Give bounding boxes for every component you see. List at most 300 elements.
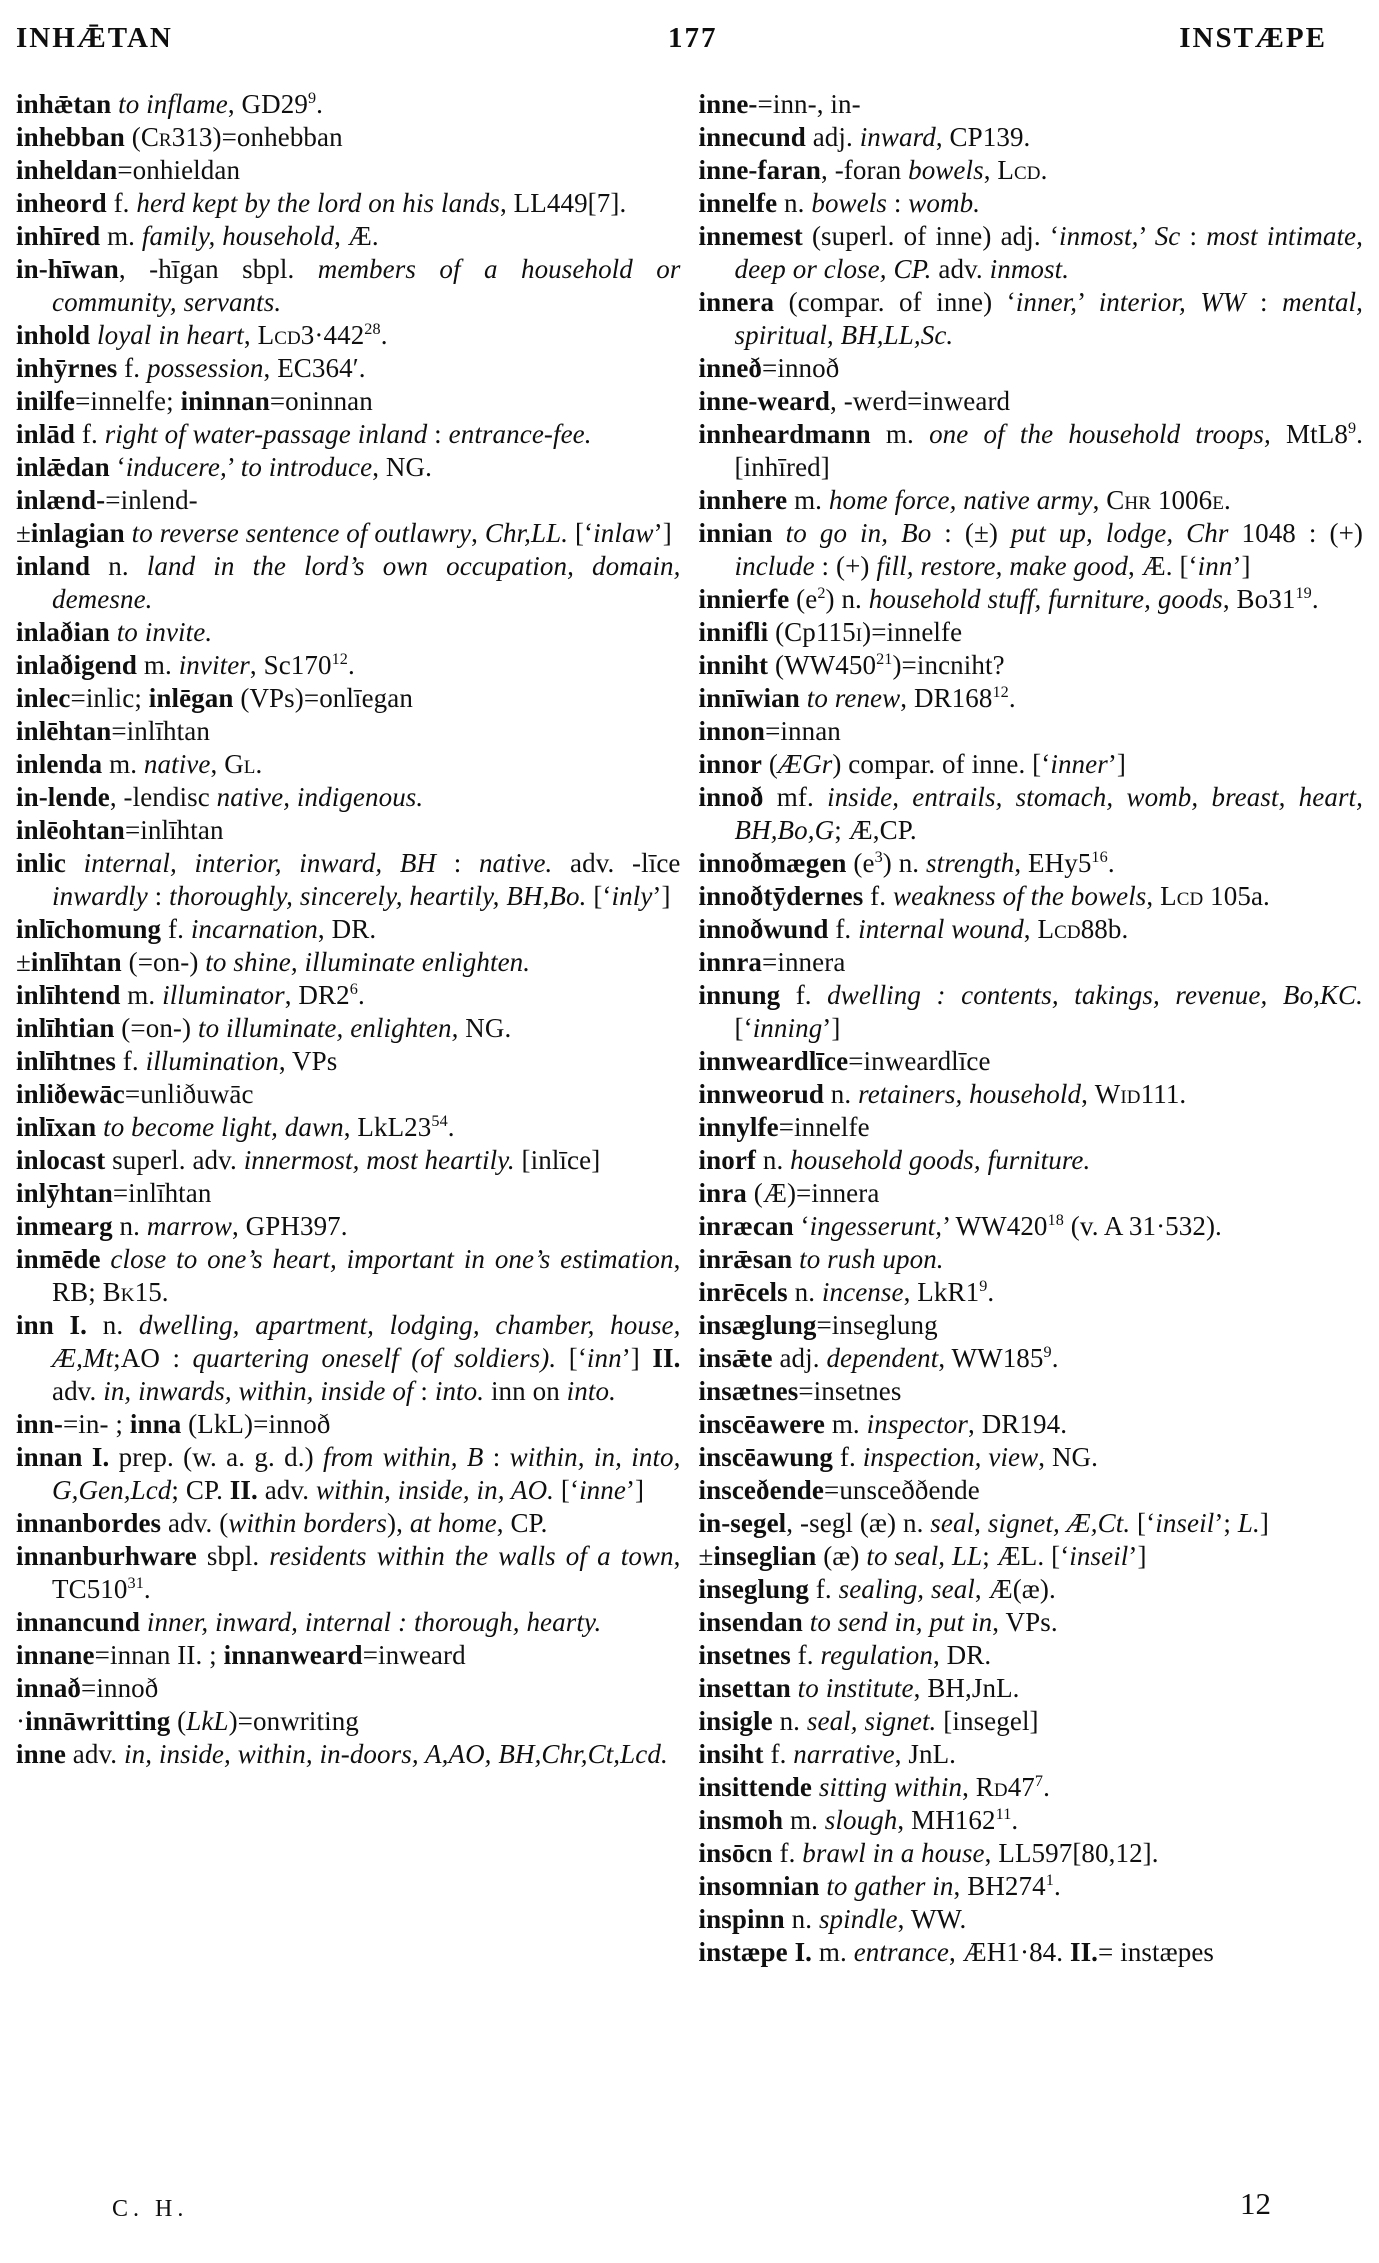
entry-text: =innera <box>762 947 846 977</box>
headword: inliðewāc <box>16 1079 125 1109</box>
headword: inlīhtian <box>16 1013 115 1043</box>
dictionary-entry <box>699 1639 1364 1672</box>
dictionary-entry <box>699 88 1364 121</box>
dictionary-entry <box>699 1045 1364 1078</box>
headword: inlīhtend <box>16 980 121 1010</box>
dictionary-entry <box>699 187 1364 220</box>
entry-text: (compar. of inne) ‘ <box>774 287 1016 317</box>
entry-text: Bk <box>102 1277 135 1307</box>
dictionary-entry <box>16 682 681 715</box>
entry-text: narrative <box>793 1739 895 1769</box>
entry-text: ’ <box>226 452 241 482</box>
entry-text: (Cp115 <box>768 617 856 647</box>
entry-text: 47 <box>1007 1772 1035 1802</box>
entry-text: inlaw <box>593 518 654 548</box>
headword: inne- <box>698 89 758 119</box>
headword: insetnes <box>698 1640 791 1670</box>
entry-text: (=on-) <box>121 947 206 977</box>
dictionary-entry <box>16 1540 681 1606</box>
entry-text: marrow <box>146 1211 232 1241</box>
headword: innemest <box>698 221 803 251</box>
entry-text <box>101 1244 111 1274</box>
headword: inheldan <box>16 155 118 185</box>
dictionary-entry <box>699 715 1364 748</box>
dictionary-entry <box>699 1441 1364 1474</box>
entry-text: , -segl (æ) n. <box>786 1508 931 1538</box>
entry-text: n. <box>787 1277 822 1307</box>
entry-text: . <box>1008 683 1016 713</box>
entry-text: ;AO : <box>113 1343 193 1373</box>
entry-text: ’] <box>621 1343 653 1373</box>
entry-text: land in the lord’s own occupation, domain, demesne. <box>52 551 681 614</box>
dictionary-entry <box>16 979 681 1012</box>
headword: in-lende <box>16 782 110 812</box>
dictionary-entry <box>16 385 681 418</box>
dictionary-entry <box>16 154 681 187</box>
headword: inlīhtnes <box>16 1046 116 1076</box>
entry-text: : (+) <box>814 551 877 581</box>
entry-text: 21 <box>876 650 893 668</box>
headword: II. <box>652 1343 681 1373</box>
entry-text: ) n. <box>882 848 927 878</box>
headword: inhȳrnes <box>16 353 118 383</box>
entry-text: ‘ <box>793 1211 810 1241</box>
entry-text: ) compar. of inne. [‘ <box>832 749 1051 779</box>
entry-text: in, inwards, within, inside of <box>103 1376 414 1406</box>
headword: insettan <box>698 1673 791 1703</box>
entry-text: household stuff, furniture, goods <box>868 584 1223 614</box>
entry-text: into. <box>434 1376 485 1406</box>
entry-text: , <box>1146 881 1161 911</box>
entry-text: )=innelfe <box>862 617 963 647</box>
dictionary-entry <box>699 220 1364 286</box>
headword: innheardmann <box>698 419 871 449</box>
headword: innanburhware <box>16 1541 197 1571</box>
entry-text: , DR. <box>317 914 377 944</box>
headword: innifli <box>698 617 769 647</box>
entry-text: =inseglung <box>816 1310 938 1340</box>
headword: inrǣsan <box>698 1244 793 1274</box>
entry-text: 15. <box>134 1277 169 1307</box>
dictionary-entry <box>699 1375 1364 1408</box>
entry-text: 9 <box>979 1277 988 1295</box>
entry-text: =innoð <box>762 353 840 383</box>
entry-text: WW <box>1200 287 1246 317</box>
entry-text: Sc <box>1154 221 1181 251</box>
headword: inne-faran <box>698 155 821 185</box>
dictionary-entry <box>16 1408 681 1441</box>
entry-text: , <box>962 1772 976 1802</box>
dictionary-entry <box>699 682 1364 715</box>
entry-text: ’] <box>652 881 671 911</box>
dictionary-entry <box>16 319 681 352</box>
entry-text: ± <box>698 1541 714 1571</box>
headword: insǣte <box>698 1343 773 1373</box>
entry-text: =in- ; <box>62 1409 130 1439</box>
dictionary-entry <box>699 616 1364 649</box>
entry-text: : <box>483 1442 510 1472</box>
entry-text: : <box>147 881 170 911</box>
entry-text: , WW. <box>897 1904 967 1934</box>
headword: innāwritting <box>25 1706 171 1736</box>
entry-text: spindle <box>818 1904 898 1934</box>
headword: insæglung <box>698 1310 817 1340</box>
entry-text: 105a. <box>1203 881 1270 911</box>
dictionary-entry <box>699 1738 1364 1771</box>
dictionary-entry <box>699 1804 1364 1837</box>
dictionary-entry <box>699 1705 1364 1738</box>
entry-text: [‘ <box>734 1013 753 1043</box>
entry-text: entrance <box>853 1937 949 1967</box>
entry-text: , LL597[80,12]. <box>984 1838 1159 1868</box>
dictionary-entry <box>699 748 1364 781</box>
entry-text: [insegel] <box>936 1706 1039 1736</box>
entry-text: , LL449[7]. <box>499 188 627 218</box>
entry-text: )=incniht? <box>892 650 1005 680</box>
headword: innancund <box>16 1607 140 1637</box>
headword: innor <box>698 749 763 779</box>
entry-text: m. <box>137 650 179 680</box>
entry-text: inner, inward, internal : thorough, hearty. <box>146 1607 602 1637</box>
entry-text: adj. <box>772 1343 827 1373</box>
entry-text: home force, native army <box>828 485 1093 515</box>
entry-text <box>110 617 117 647</box>
entry-text: , <box>243 320 258 350</box>
dictionary-entry <box>16 253 681 319</box>
headword: II. <box>1069 1937 1099 1967</box>
entry-text: one of the household troops, <box>929 419 1271 449</box>
entry-text: to reverse sentence of outlawry <box>131 518 472 548</box>
entry-text: [‘ <box>586 881 612 911</box>
dictionary-entry <box>16 88 681 121</box>
entry-text: m. <box>102 749 144 779</box>
entry-text: , DR2 <box>284 980 350 1010</box>
dictionary-entry <box>16 550 681 616</box>
entry-text: =inn-, in- <box>757 89 861 119</box>
entry-text: inspection, view <box>862 1442 1039 1472</box>
dictionary-entry <box>699 121 1364 154</box>
entry-text: , <box>1081 1079 1095 1109</box>
entry-text: MtL8 <box>1270 419 1348 449</box>
entry-text <box>125 518 132 548</box>
entry-text: , Æ(æ). <box>974 1574 1056 1604</box>
headword: inlēohtan <box>16 815 125 845</box>
entry-text: within, inside, in, AO. <box>315 1475 555 1505</box>
footer-initials: C. H. <box>112 2196 189 2222</box>
dictionary-entry <box>699 1276 1364 1309</box>
entry-text: =onhieldan <box>117 155 241 185</box>
dictionary-entry <box>699 154 1364 187</box>
entry-text: , BH274 <box>953 1871 1046 1901</box>
entry-text: , EHy5 <box>1014 848 1092 878</box>
entry-text: =oninnan <box>269 386 373 416</box>
entry-text: interior, <box>1098 287 1186 317</box>
entry-text: seal, signet. <box>806 1706 937 1736</box>
entry-text: =inlīhtan <box>111 716 210 746</box>
entry-text: , DR168 <box>900 683 993 713</box>
entry-text: =unliðuwāc <box>124 1079 254 1109</box>
entry-text: . <box>255 749 263 779</box>
entry-text: , MH162 <box>897 1805 996 1835</box>
headword: inhīred <box>16 221 101 251</box>
entry-text: Chr <box>1106 485 1151 515</box>
entry-text: . <box>357 980 365 1010</box>
headword: inlīhtan <box>30 947 122 977</box>
entry-text: = instæpes <box>1098 1937 1215 1967</box>
entry-text: , RB; <box>52 1244 681 1307</box>
entry-text: , CP139. <box>935 122 1031 152</box>
entry-text: Lcd <box>997 155 1041 185</box>
entry-text: to gather in <box>826 1871 954 1901</box>
dictionary-entry <box>699 1243 1364 1276</box>
entry-text: =innan <box>765 716 841 746</box>
entry-text: most intimate, deep or close, CP. <box>734 221 1363 284</box>
entry-text: entrance-fee. <box>448 419 592 449</box>
headword: insceðende <box>698 1475 824 1505</box>
entry-text: NG. <box>458 1013 512 1043</box>
headword: ininnan <box>180 386 270 416</box>
entry-text: . <box>316 89 324 119</box>
dictionary-entry <box>699 1144 1364 1177</box>
footer-signature-number: 12 <box>1240 2186 1271 2221</box>
dictionary-entry <box>699 1870 1364 1903</box>
entry-text: inn <box>586 1343 622 1373</box>
headword: innecund <box>698 122 806 152</box>
headword: innweardlīce <box>698 1046 849 1076</box>
dictionary-entry <box>16 220 681 253</box>
entry-text: n. <box>87 1310 139 1340</box>
entry-text: inward <box>859 122 936 152</box>
entry-text: m. <box>787 485 829 515</box>
entry-text: ‘ <box>109 452 126 482</box>
entry-text: put up, lodge, Chr <box>1011 518 1229 548</box>
entry-text: , WW185 <box>938 1343 1044 1373</box>
headword: inilfe <box>16 386 76 416</box>
headword: innan <box>16 1442 83 1472</box>
entry-text: inmost. <box>989 254 1070 284</box>
entry-text: family, household <box>141 221 335 251</box>
entry-text: from within, B <box>322 1442 484 1472</box>
page-number: 177 <box>668 22 718 54</box>
dictionary-entry <box>699 1903 1364 1936</box>
entry-text: L. <box>1237 1508 1260 1538</box>
dictionary-entry <box>699 352 1364 385</box>
entry-text: f. <box>772 1838 803 1868</box>
entry-text: 6 <box>349 980 358 998</box>
entry-text: ’; <box>1214 1508 1238 1538</box>
entry-text: 1 <box>1045 1871 1054 1889</box>
entry-text: 9 <box>1347 419 1357 437</box>
entry-text: 12 <box>331 650 348 668</box>
entry-text: (LkL)=innoð <box>181 1409 331 1439</box>
entry-text: , -foran <box>821 155 909 185</box>
header-word-left: INHǢTAN <box>16 22 173 54</box>
entry-text: , Æ. <box>334 221 379 251</box>
entry-text: Gl <box>224 749 256 779</box>
entry-text: 313)=onhebban <box>171 122 343 152</box>
entry-text <box>83 1442 92 1472</box>
headword: inlænd- <box>16 485 106 515</box>
dictionary-entry <box>16 1639 681 1672</box>
entry-text: , <box>1023 914 1038 944</box>
headword: inscēawung <box>698 1442 834 1472</box>
entry-text: n. <box>90 551 147 581</box>
entry-text: (Æ)=innera <box>746 1178 880 1208</box>
dictionary-entry <box>699 385 1364 418</box>
entry-text <box>1186 287 1200 317</box>
entry-text: (WW450 <box>768 650 877 680</box>
entry-text: ’] <box>1128 1541 1147 1571</box>
dictionary-entry <box>699 1573 1364 1606</box>
dictionary-entry <box>16 484 681 517</box>
entry-text: superl. adv. <box>105 1145 244 1175</box>
entry-text: mental, spiritual, BH,LL,Sc. <box>734 287 1364 350</box>
entry-text: household goods, furniture. <box>790 1145 1091 1175</box>
entry-text: loyal in heart <box>97 320 244 350</box>
entry-text: [‘ <box>1130 1508 1156 1538</box>
headword: inn- <box>16 1409 63 1439</box>
entry-text: m. <box>870 419 930 449</box>
headword: inlēgan <box>148 683 234 713</box>
entry-text: =inlend- <box>105 485 198 515</box>
dictionary-entry <box>16 1507 681 1540</box>
headword: innelfe <box>698 188 778 218</box>
entry-text: m. <box>120 980 163 1010</box>
entry-text: inner, <box>1015 287 1078 317</box>
entry-text: : <box>1245 287 1283 317</box>
entry-text: (æ) <box>816 1541 867 1571</box>
entry-text: adv. <box>65 1739 125 1769</box>
entry-text: strength <box>926 848 1015 878</box>
entry-text: incense <box>821 1277 904 1307</box>
entry-text: seal, signet, Æ,Ct. <box>930 1508 1131 1538</box>
entry-text: ’] <box>1232 551 1251 581</box>
headword: inniht <box>698 650 769 680</box>
entry-text: =innelfe; <box>75 386 181 416</box>
entry-text: adj. <box>805 122 860 152</box>
entry-text: native <box>143 749 211 779</box>
dictionary-entry <box>16 517 681 550</box>
headword: innīwian <box>698 683 800 713</box>
entry-text: n. <box>756 1145 791 1175</box>
headword: inseglian <box>713 1541 817 1571</box>
entry-text: . <box>1223 485 1231 515</box>
dictionary-entry <box>16 1705 681 1738</box>
headword: inorf <box>698 1145 756 1175</box>
entry-text: ’ <box>1138 221 1155 251</box>
entry-text: ( <box>170 1706 187 1736</box>
headword: inlȳhtan <box>16 1178 113 1208</box>
entry-text: , GD29 <box>227 89 308 119</box>
headword: inland <box>16 551 91 581</box>
entry-text: : <box>427 419 449 449</box>
entry-text: 1048 : (+) <box>1228 518 1363 548</box>
headword: innanbordes <box>16 1508 162 1538</box>
entry-text: f. <box>790 1640 821 1670</box>
entry-text: . <box>1011 1805 1019 1835</box>
entry-text: into. <box>566 1376 616 1406</box>
entry-text <box>788 1937 795 1967</box>
entry-text: , EC364′. <box>263 353 366 383</box>
entry-text: (superl. of inne) adj. ‘ <box>802 221 1059 251</box>
entry-text: Bo,KC. <box>1282 980 1363 1010</box>
entry-text: ingesserunt, <box>809 1211 943 1241</box>
headword: inhǣtan <box>16 89 112 119</box>
entry-text: quartering oneself (of soldiers). <box>192 1343 557 1373</box>
entry-text: f. <box>106 188 137 218</box>
entry-text: dwelling : contents, takings, revenue, <box>827 980 1268 1010</box>
headword: inlīchomung <box>16 914 162 944</box>
entry-text: to introduce <box>240 452 373 482</box>
headword: inspinn <box>698 1904 785 1934</box>
entry-text: [‘ <box>568 518 594 548</box>
entry-text: thoroughly, sincerely, heartily, BH,Bo. <box>169 881 587 911</box>
dictionary-entry <box>699 1111 1364 1144</box>
headword: I. <box>794 1937 813 1967</box>
entry-text: regulation <box>820 1640 933 1670</box>
entry-text: 3 <box>874 848 883 866</box>
headword: inlenda <box>16 749 103 779</box>
entry-text: m. <box>824 1409 867 1439</box>
entry-text: , VPs <box>278 1046 338 1076</box>
dictionary-entry <box>699 1078 1364 1111</box>
entry-text: 7 <box>1034 1772 1044 1790</box>
entry-text: ; Æ,CP. <box>834 815 917 845</box>
headword: innhere <box>698 485 788 515</box>
dictionary-entry <box>699 484 1364 517</box>
entry-text: 28 <box>364 320 381 338</box>
entry-text: ’] <box>653 518 672 548</box>
entry-text: ’] <box>625 1475 645 1505</box>
entry-text: . <box>1107 848 1115 878</box>
entry-text: mf. <box>763 782 828 812</box>
entry-text: to shine, illuminate enlighten. <box>205 947 531 977</box>
headword: insmoh <box>698 1805 784 1835</box>
headword: innoð <box>698 782 764 812</box>
headword: innoðtȳdernes <box>698 881 864 911</box>
entry-text: =inlic; <box>70 683 149 713</box>
headword: innon <box>698 716 766 746</box>
entry-text: Lcd <box>1160 881 1204 911</box>
headword: inra <box>698 1178 747 1208</box>
headword: inn <box>16 1310 54 1340</box>
entry-text: 12 <box>992 683 1009 701</box>
entry-text: ’ WW420 <box>942 1211 1048 1241</box>
entry-text: , Sc170 <box>249 650 332 680</box>
entry-text: [‘ <box>556 1343 587 1373</box>
entry-text: to illuminate, enlighten, <box>197 1013 459 1043</box>
headword: innoðmægen <box>698 848 847 878</box>
headword: innoðwund <box>698 914 829 944</box>
entry-text: , Æ. [‘ <box>1127 551 1198 581</box>
entry-text: f. <box>161 914 191 944</box>
entry-text: retainers, household <box>858 1079 1082 1109</box>
entry-text: adv. <box>257 1475 316 1505</box>
entry-text: Lcd <box>1037 914 1081 944</box>
entry-text: =inlīhtan <box>124 815 224 845</box>
entry-text: f. <box>833 1442 863 1472</box>
headword: inna <box>129 1409 182 1439</box>
entry-text: , VPs. <box>992 1607 1058 1637</box>
entry-text: : <box>436 848 479 878</box>
entry-text: f. <box>115 1046 146 1076</box>
dictionary-entry <box>16 187 681 220</box>
entry-text: . [inhīred] <box>734 419 1363 482</box>
dictionary-entry <box>16 1078 681 1111</box>
entry-text: include <box>734 551 815 581</box>
dictionary-entry <box>699 1936 1364 1969</box>
dictionary-entry <box>16 1243 681 1309</box>
